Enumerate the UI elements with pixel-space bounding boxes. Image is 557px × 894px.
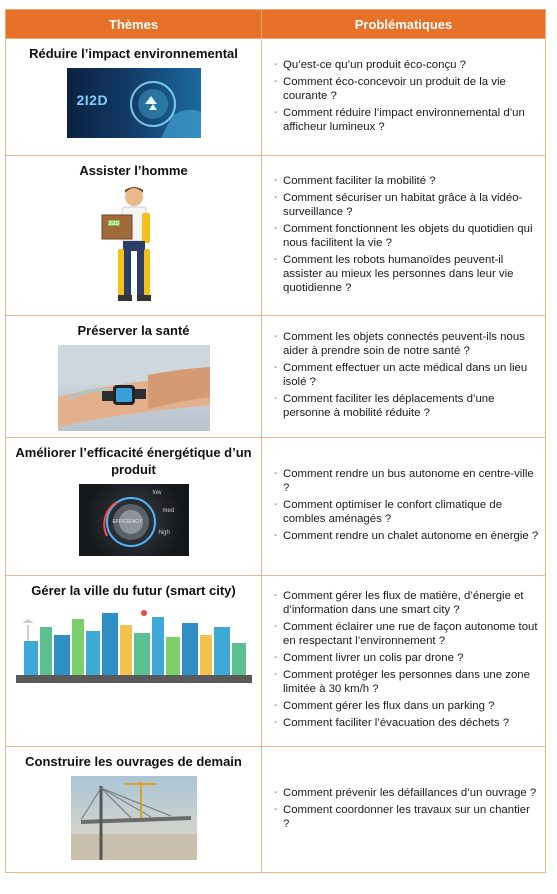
question-item: · Comment optimiser le confort climatique de combles aménagés ? <box>276 498 539 526</box>
question-item: · Qu’est-ce qu’un produit éco-conçu ? <box>276 58 539 72</box>
eco-design-image <box>67 68 201 138</box>
bridge-construction-image <box>71 776 197 860</box>
questions-cell <box>262 39 546 156</box>
questions-list <box>262 58 545 134</box>
table-row <box>6 747 546 873</box>
question-item: · Comment rendre un bus autonome en centre-ville ? <box>276 467 539 495</box>
theme-title: Assister l’homme <box>79 163 188 178</box>
theme-cell <box>6 156 262 316</box>
table-row <box>6 438 546 576</box>
question-item: · Comment gérer les flux de matière, d’énergie et d’information dans une smart city ? <box>276 589 539 617</box>
question-item: · Comment faciliter l’évacuation des déchets ? <box>276 716 539 730</box>
theme-cell <box>6 39 262 156</box>
question-item: · Comment sécuriser un habitat grâce à la vidéo-surveillance ? <box>276 191 539 219</box>
theme-cell <box>6 747 262 873</box>
theme-cell <box>6 316 262 438</box>
themes-table <box>5 9 546 873</box>
table-row <box>6 156 546 316</box>
theme-cell <box>6 576 262 747</box>
theme-title: Préserver la santé <box>77 323 190 338</box>
question-item: · Comment les objets connectés peuvent-ils nous aider à prendre soin de notre santé ? <box>276 330 539 358</box>
question-item: · Comment fonctionnent les objets du quotidien qui nous facilitent la vie ? <box>276 222 539 250</box>
questions-cell <box>262 316 546 438</box>
header-problematiques: Problématiques <box>262 10 546 39</box>
theme-title: Construire les ouvrages de demain <box>25 754 242 769</box>
table-row <box>6 576 546 747</box>
logo-2i2d: 2I2D <box>76 92 109 108</box>
question-item: · Comment éco-concevoir un produit de la vie courante ? <box>276 75 539 103</box>
header-themes: Thèmes <box>6 10 262 39</box>
dial-low-label: low <box>152 490 162 496</box>
smartwatch-image <box>58 345 210 431</box>
questions-list <box>262 330 545 420</box>
question-item: · Comment rendre un chalet autonome en énergie ? <box>276 529 539 543</box>
theme-title: Gérer la ville du futur (smart city) <box>31 583 236 598</box>
question-item: · Comment protéger les personnes dans une zone limitée à 30 km/h ? <box>276 668 539 696</box>
theme-cell <box>6 438 262 576</box>
questions-list <box>262 589 545 730</box>
question-item: · Comment éclairer une rue de façon autonome tout en respectant l’environnement ? <box>276 620 539 648</box>
efficiency-dial-image <box>79 484 189 556</box>
dial-high-label: high <box>158 530 170 536</box>
table-row <box>6 316 546 438</box>
table-row <box>6 39 546 156</box>
questions-cell <box>262 747 546 873</box>
questions-cell <box>262 438 546 576</box>
questions-cell <box>262 576 546 747</box>
questions-list <box>262 467 545 543</box>
theme-title: Améliorer l’efficacité énergétique d’un produit <box>15 445 252 477</box>
questions-list <box>262 174 545 295</box>
question-item: · Comment livrer un colis par drone ? <box>276 651 539 665</box>
question-item: · Comment faciliter les déplacements d’une personne à mobilité réduite ? <box>276 392 539 420</box>
question-item: · Comment faciliter la mobilité ? <box>276 174 539 188</box>
table-header-row <box>6 10 546 39</box>
dial-med-label: med <box>162 508 175 514</box>
questions-list <box>262 786 545 831</box>
exoskeleton-image <box>94 185 174 305</box>
question-item: · Comment gérer les flux dans un parking ? <box>276 699 539 713</box>
smart-city-image <box>16 605 252 683</box>
question-item: · Comment réduire l’impact environnemental d’un afficheur lumineux ? <box>276 106 539 134</box>
question-item: · Comment effectuer un acte médical dans un lieu isolé ? <box>276 361 539 389</box>
question-item: · Comment prévenir les défaillances d’un ouvrage ? <box>276 786 539 800</box>
dial-label: EFFICIENCY <box>112 519 143 525</box>
question-item: · Comment coordonner les travaux sur un chantier ? <box>276 803 539 831</box>
questions-cell <box>262 156 546 316</box>
question-item: · Comment les robots humanoïdes peuvent-il assister au mieux les personnes dans leur vie quotidienne ? <box>276 253 539 295</box>
theme-title: Réduire l’impact environnemental <box>29 46 238 61</box>
box-logo-2i2d: 2I2D <box>108 221 120 227</box>
